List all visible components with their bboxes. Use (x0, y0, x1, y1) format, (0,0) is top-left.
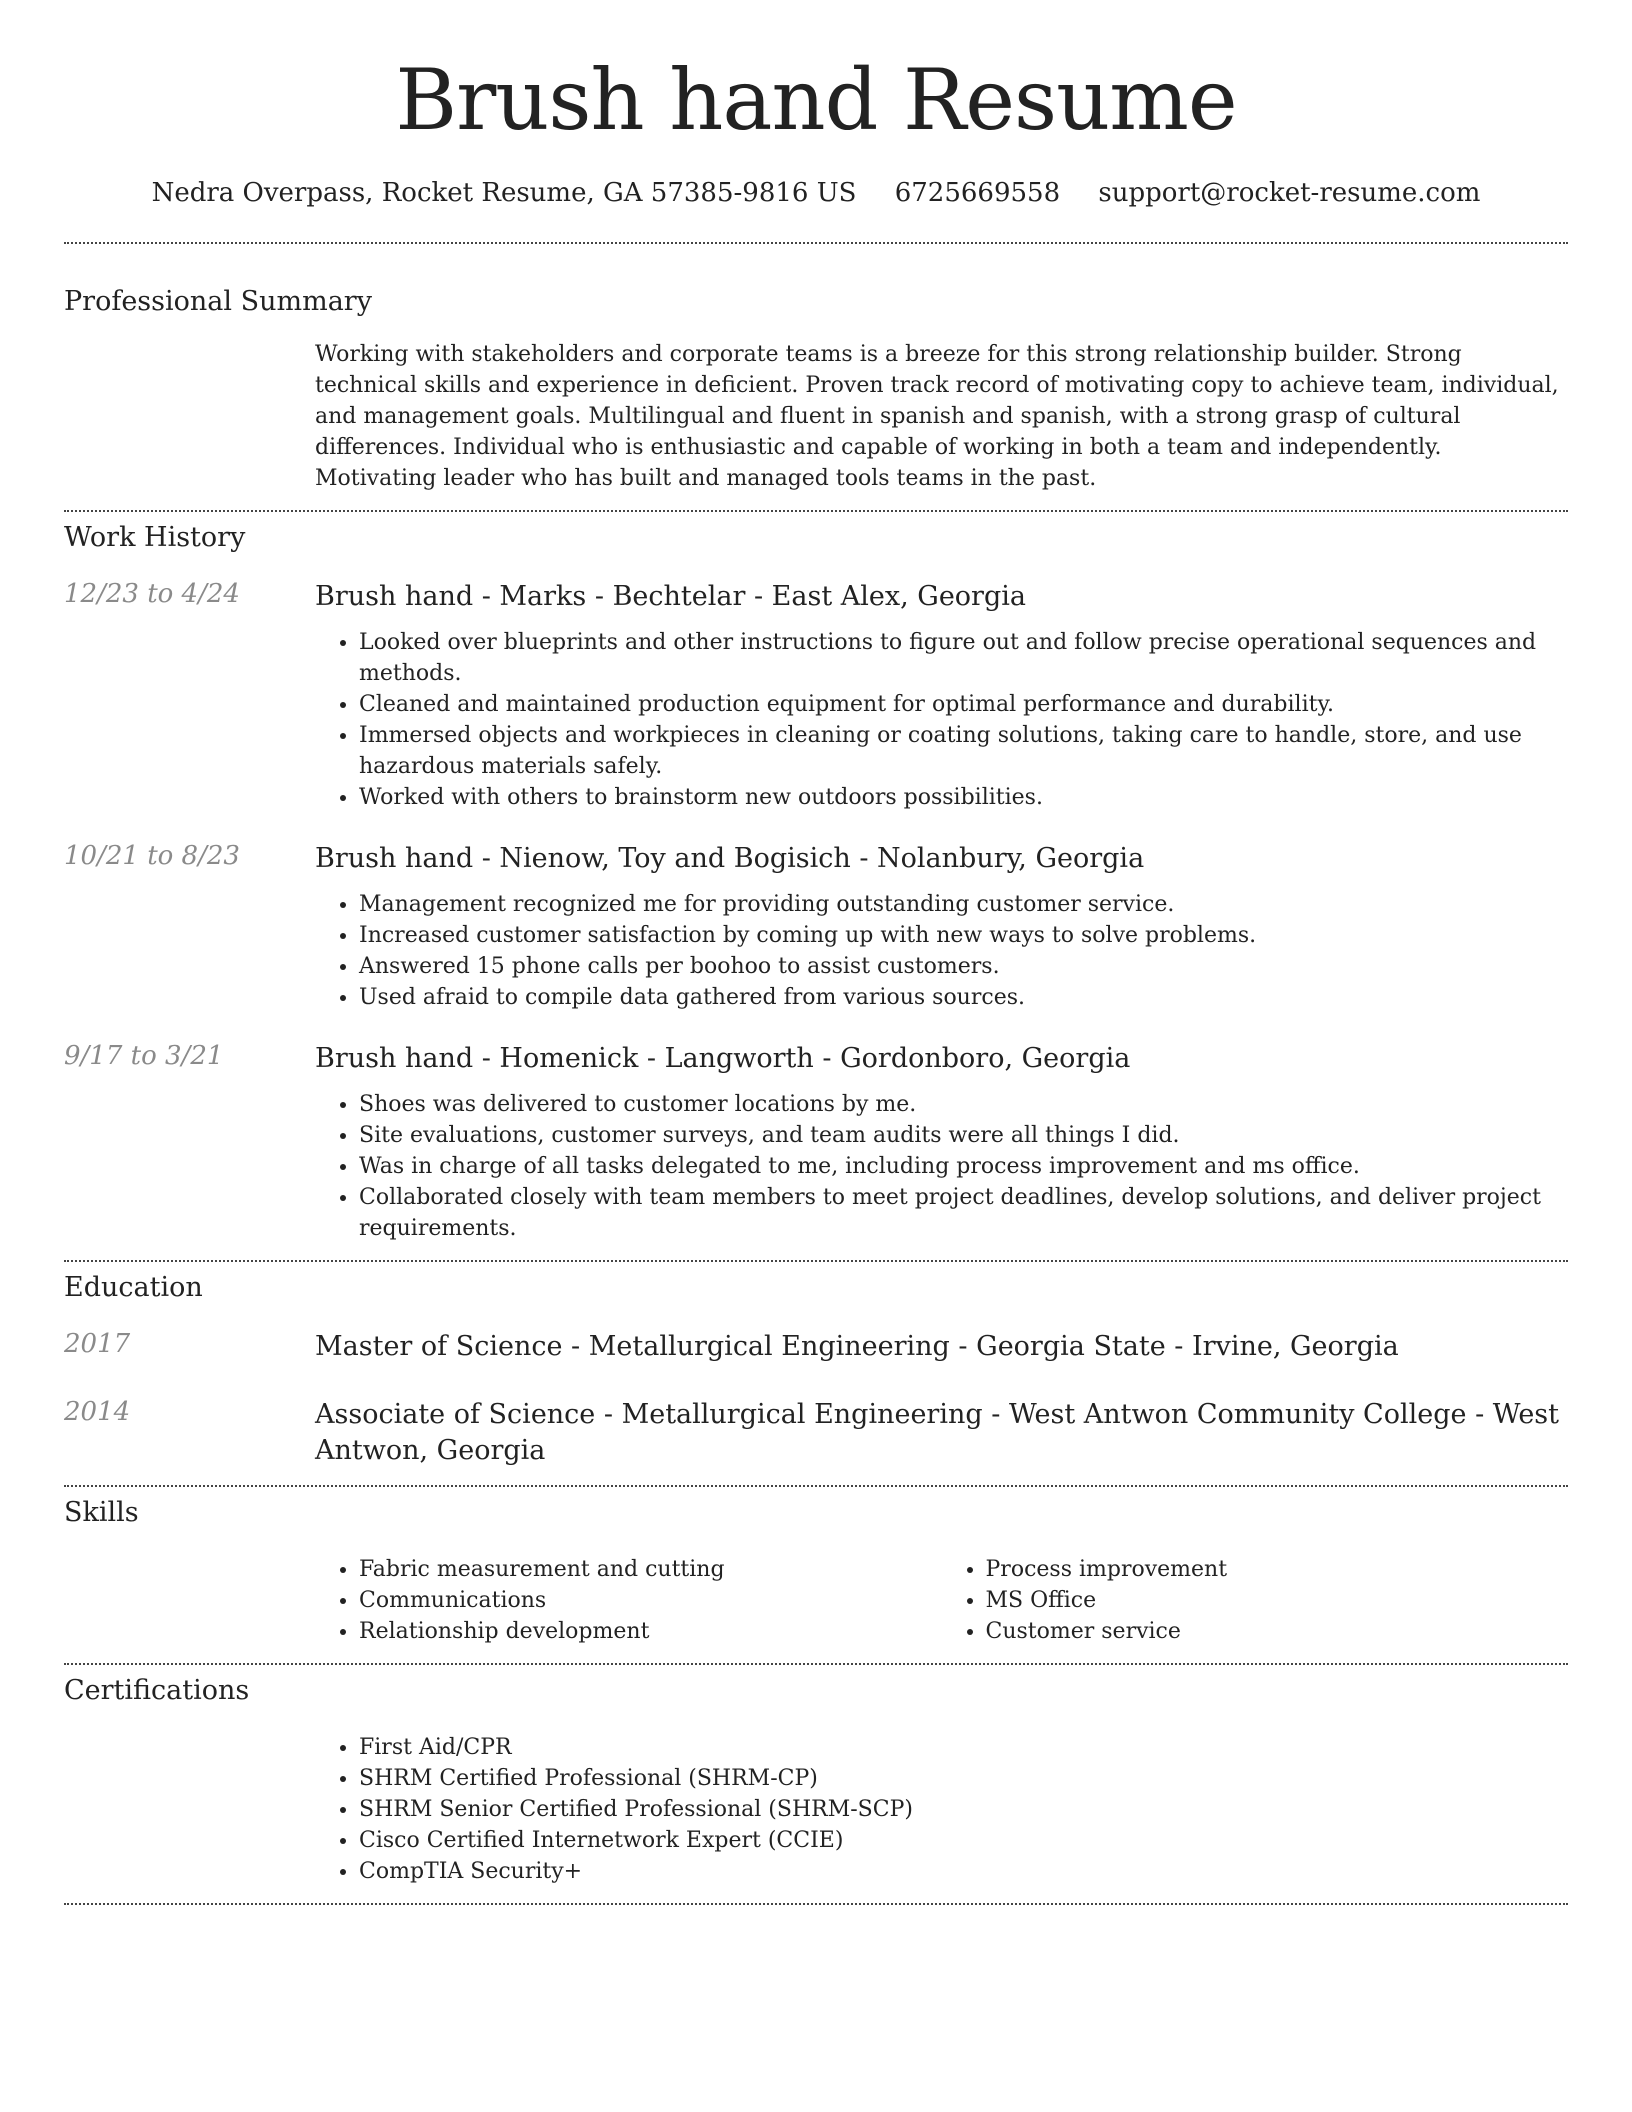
certifications-block (315, 1732, 1568, 1887)
education-year: 2017 (64, 1329, 131, 1359)
work-bullets (315, 627, 1568, 813)
resume-page (64, 0, 1568, 1905)
skills-list-left (315, 1554, 942, 1647)
work-bullets (315, 1089, 1568, 1244)
summary-text: Working with stakeholders and corporate teams is a breeze for this strong relationship builder. Strong technical skills and experience in deficient. Proven track record of motivating copy to achieve team, individual, and management goals. Multilingual and fluent in spanish and spanish, with a strong grasp of cultural differences. Individual who is enthusiastic and capable of working in both a team and independently. Motivating leader who has built and managed tools teams in the past. (315, 342, 1559, 491)
list-item: • Shoes was delivered to customer locations by me. (359, 1089, 1568, 1120)
list-item: • Worked with others to brainstorm new outdoors possibilities. (359, 782, 1568, 813)
skills-list-right (942, 1554, 1569, 1647)
divider (64, 1485, 1568, 1487)
work-dates: 10/21 to 8/23 (64, 841, 240, 871)
summary-heading: Professional Summary (64, 286, 372, 317)
work-title: Brush hand - Marks - Bechtelar - East Alex, Georgia (315, 581, 1026, 612)
contact-email: support@rocket-resume.com (1098, 178, 1481, 208)
education-entry (64, 1397, 1568, 1469)
list-item: • SHRM Senior Certified Professional (SHRM-SCP) (359, 1794, 1568, 1825)
skills-grid (315, 1554, 1568, 1647)
list-item: • Process improvement (986, 1554, 1569, 1585)
list-item: • SHRM Certified Professional (SHRM-CP) (359, 1763, 1568, 1794)
education-heading: Education (64, 1272, 203, 1303)
list-item: • Site evaluations, customer surveys, and team audits were all things I did. (359, 1120, 1568, 1151)
list-item: • Collaborated closely with team members to meet project deadlines, develop solutions, and deliver project requirements. (359, 1182, 1568, 1244)
list-item: • Customer service (986, 1616, 1569, 1647)
list-item: • Management recognized me for providing outstanding customer service. (359, 889, 1568, 920)
list-item: • MS Office (986, 1585, 1569, 1616)
list-item: • Was in charge of all tasks delegated to me, including process improvement and ms office. (359, 1151, 1568, 1182)
education-year: 2014 (64, 1397, 131, 1427)
contact-phone: 6725669558 (894, 178, 1061, 208)
work-entry (64, 841, 1568, 1013)
work-dates: 9/17 to 3/21 (64, 1041, 224, 1071)
education-degree: Associate of Science - Metallurgical Engineering (315, 1399, 983, 1430)
list-item: • Cleaned and maintained production equipment for optimal performance and durability. (359, 689, 1568, 720)
certifications-heading: Certifications (64, 1675, 250, 1706)
divider (64, 1260, 1568, 1262)
contact-address: Nedra Overpass, Rocket Resume, GA 57385-9816 US (151, 178, 857, 208)
education-school: - West Antwon Community College - West Antwon, Georgia (315, 1399, 1560, 1466)
work-title: Brush hand - Homenick - Langworth - Gordonboro, Georgia (315, 1043, 1131, 1074)
work-entry (64, 1041, 1568, 1244)
education-title (315, 1329, 1568, 1365)
list-item: • Immersed objects and workpieces in cleaning or coating solutions, taking care to handle, store, and use hazardous materials safely. (359, 720, 1568, 782)
work-dates: 12/23 to 4/24 (64, 579, 240, 609)
resume-title: Brush hand Resume (395, 51, 1237, 149)
certifications-list (315, 1732, 1568, 1887)
divider (64, 1903, 1568, 1905)
skills-heading: Skills (64, 1497, 139, 1528)
list-item: • Communications (359, 1585, 942, 1616)
contact-line (64, 178, 1568, 208)
divider (64, 510, 1568, 512)
list-item: • Fabric measurement and cutting (359, 1554, 942, 1585)
work-history-heading: Work History (64, 522, 246, 553)
education-degree: Master of Science - Metallurgical Engineering (315, 1331, 950, 1362)
list-item: • First Aid/CPR (359, 1732, 1568, 1763)
divider (64, 242, 1568, 244)
education-entry (64, 1329, 1568, 1365)
education-title (315, 1397, 1568, 1469)
divider (64, 1663, 1568, 1665)
list-item: • Relationship development (359, 1616, 942, 1647)
list-item: • Used afraid to compile data gathered from various sources. (359, 982, 1568, 1013)
education-school: - Georgia State - Irvine, Georgia (949, 1331, 1399, 1362)
work-bullets (315, 889, 1568, 1013)
work-title: Brush hand - Nienow, Toy and Bogisich - Nolanbury, Georgia (315, 843, 1145, 874)
list-item: • Increased customer satisfaction by coming up with new ways to solve problems. (359, 920, 1568, 951)
list-item: • Answered 15 phone calls per boohoo to assist customers. (359, 951, 1568, 982)
work-entry (64, 579, 1568, 813)
list-item: • CompTIA Security+ (359, 1856, 1568, 1887)
list-item: • Looked over blueprints and other instructions to figure out and follow precise operational sequences and methods. (359, 627, 1568, 689)
list-item: • Cisco Certified Internetwork Expert (CCIE) (359, 1825, 1568, 1856)
